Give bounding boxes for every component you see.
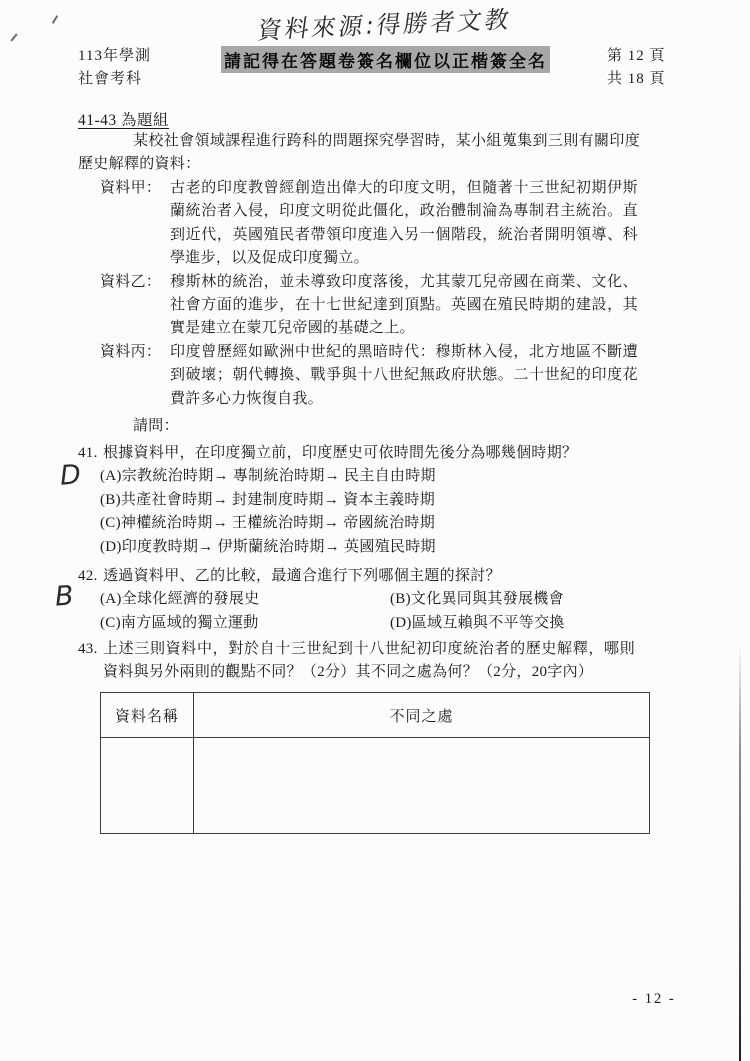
question-43-stem [78,638,644,685]
prompt-label: 請問： [133,418,179,434]
subject-name: 社會考科 [78,71,143,87]
exam-name: 113年學測 [78,48,151,64]
source-label: 資料甲： [100,180,162,196]
signature-notice-banner: 請記得在答題卷簽名欄位以正楷簽全名 [221,46,550,73]
handwritten-source-note: 資料來源:得勝者文教 [255,5,514,45]
source-item-yi [100,271,640,341]
scan-tick-mark [10,33,17,41]
question-group-title: 41-43 為題組 [78,112,170,129]
source-item-jia [100,177,640,271]
question-number: 42. [78,568,98,584]
answer-table-body-row [101,738,650,834]
answer-table-header-row [101,693,650,738]
handwritten-answer-q41: D [58,459,82,492]
source-text: 古老的印度教曾經創造出偉大的印度文明，但隨著十三世紀初期伊斯蘭統治者入侵，印度文明從此僵化，政治體制淪為專制君主統治。直到近代，英國殖民者帶領印度進入另一個階段，統治者開明領導、科學進步，以及促成印度獨立。 [170,180,638,267]
page-indicator [607,45,666,91]
question-43 [78,638,644,685]
scan-edge-artifact [739,645,741,1061]
option-d: (D)區域互賴與不平等交換 [390,614,565,631]
source-list [100,177,640,411]
source-text: 穆斯林的統治，並未導致印度落後，尤其蒙兀兒帝國在商業、文化、社會方面的進步，在十七世紀達到頂點。英國在殖民時期的建設，其實是建立在蒙兀兒帝國的基礎之上。 [170,273,638,337]
exam-header-left [78,45,151,91]
handwritten-answer-q42: B [53,580,75,613]
option-b: (B)共產社會時期→ 封建制度時期→ 資本主義時期 [100,491,435,508]
total-pages-label: 共 18 頁 [607,71,666,87]
page-footer-number: - 12 - [632,991,676,1007]
source-item-bing [100,341,640,411]
option-c: (C)南方區域的獨立運動 [100,614,259,631]
option-b: (B)文化異同與其發展機會 [390,591,564,608]
source-label: 資料乙： [100,273,162,290]
header-source-name: 資料名稱 [101,693,194,738]
q43-answer-table [100,692,650,834]
answer-cell-difference [194,738,650,834]
question-number: 41. [78,445,98,461]
question-text: 根據資料甲，在印度獨立前，印度歷史可依時間先後分為哪幾個時期？ [103,445,578,461]
question-41-stem [78,442,650,465]
header-difference: 不同之處 [194,693,650,738]
question-number: 43. [78,641,98,657]
current-page-label: 第 12 頁 [607,48,666,64]
scan-tick-mark [52,15,58,24]
question-41 [78,442,650,559]
question-42-stem [78,565,650,588]
question-42 [78,565,650,635]
option-a: (A)全球化經濟的發展史 [100,591,260,608]
question-42-options [100,588,650,635]
question-text: 透過資料甲、乙的比較，最適合進行下列哪個主題的探討？ [103,568,501,584]
question-text: 上述三則資料中，對於自十三世紀到十八世紀初印度統治者的歷史解釋，哪則資料與另外兩則的觀點不同？（2分）其不同之處為何？（2分，20字內） [103,641,635,681]
intro-paragraph: 某校社會領域課程進行跨科的問題探究學習時，某小組蒐集到三則有關印度歷史解釋的資料： [78,133,640,173]
option-d: (D)印度教時期→ 伊斯蘭統治時期→ 英國殖民時期 [100,538,436,555]
question-41-options [100,465,650,559]
source-text: 印度曾歷經如歐洲中世紀的黑暗時代：穆斯林入侵，北方地區不斷遭到破壞；朝代轉換、戰爭與十八世紀無政府狀態。二十世紀的印度花費許多心力恢復自我。 [170,343,638,407]
option-a: (A)宗教統治時期→ 專制統治時期→ 民主自由時期 [100,468,436,485]
option-c: (C)神權統治時期→ 王權統治時期→ 帝國統治時期 [100,515,435,532]
answer-cell-source-name [101,738,194,834]
source-label: 資料丙： [100,343,162,360]
